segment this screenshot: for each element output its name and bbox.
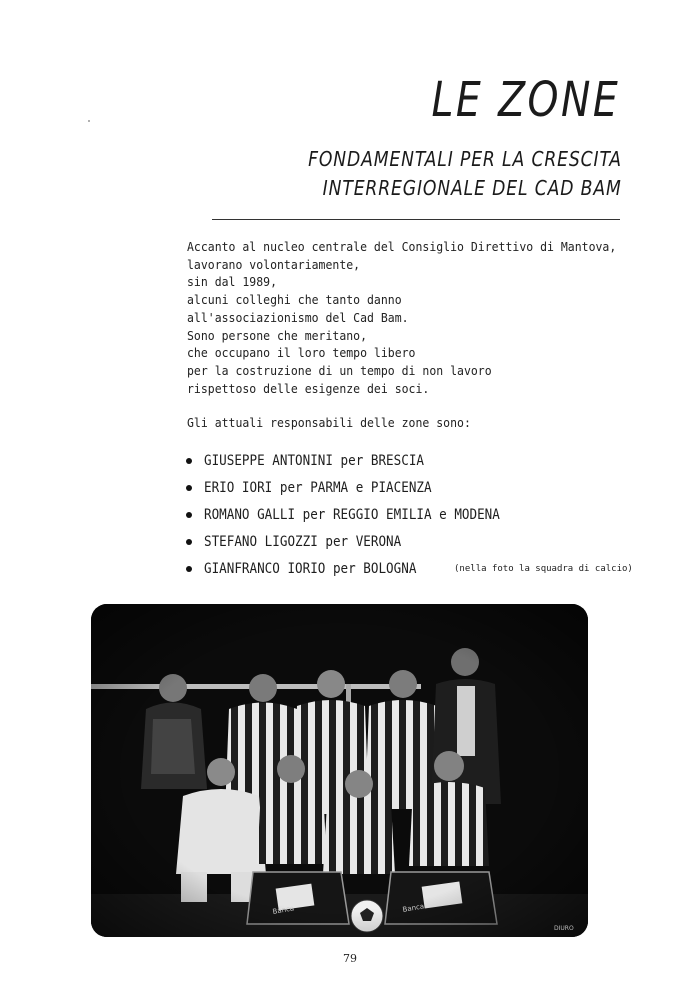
body-line: rispettoso delle esigenze dei soci.: [187, 380, 430, 396]
body-line: alcuni colleghi che tanto danno: [187, 292, 402, 308]
list-item-text: STEFANO LIGOZZI per VERONA: [204, 533, 402, 550]
list-item: [186, 501, 633, 528]
page-title: LE ZONE: [431, 72, 620, 128]
list-item-text: ERIO IORI per PARMA e PIACENZA: [204, 479, 432, 496]
responsabili-list: [186, 447, 633, 582]
subtitle-line-1: FONDAMENTALI PER LA CRESCITA: [308, 147, 622, 171]
bullet-icon: [186, 539, 192, 545]
list-item: [186, 447, 633, 474]
list-intro: Gli attuali responsabili delle zone sono:: [187, 415, 471, 430]
list-item-text: GIANFRANCO IORIO per BOLOGNA: [204, 560, 417, 577]
body-line: Accanto al nucleo centrale del Consiglio Direttivo di Mantova,: [187, 239, 617, 254]
list-item: [186, 474, 633, 501]
list-item: [186, 528, 633, 555]
body-paragraph: [187, 238, 647, 397]
body-line: all'associazionismo del Cad Bam.: [187, 309, 409, 325]
photo-caption-note: (nella foto la squadra di calcio): [454, 563, 633, 574]
body-line: sin dal 1989,: [187, 274, 278, 290]
bullet-icon: [186, 566, 192, 572]
body-line: Sono persone che meritano,: [187, 327, 368, 343]
body-line: lavorano volontariamente,: [187, 256, 361, 272]
subtitle-line-2: INTERREGIONALE DEL CAD BAM: [323, 176, 622, 200]
team-photo: [91, 604, 588, 937]
bullet-icon: [186, 485, 192, 491]
bullet-icon: [186, 512, 192, 518]
bullet-icon: [186, 458, 192, 464]
page-number: 79: [343, 952, 357, 965]
team-photo-illustration: [91, 604, 588, 937]
divider: [212, 219, 620, 220]
list-item: [186, 555, 633, 582]
body-line: per la costruzione di un tempo di non lavoro: [187, 362, 492, 378]
photo-corner-mark: DIURO: [554, 925, 574, 932]
stray-mark: [88, 120, 90, 122]
list-item-text: GIUSEPPE ANTONINI per BRESCIA: [204, 452, 424, 469]
body-line: che occupano il loro tempo libero: [187, 345, 416, 361]
list-item-text: ROMANO GALLI per REGGIO EMILIA e MODENA: [204, 506, 500, 523]
